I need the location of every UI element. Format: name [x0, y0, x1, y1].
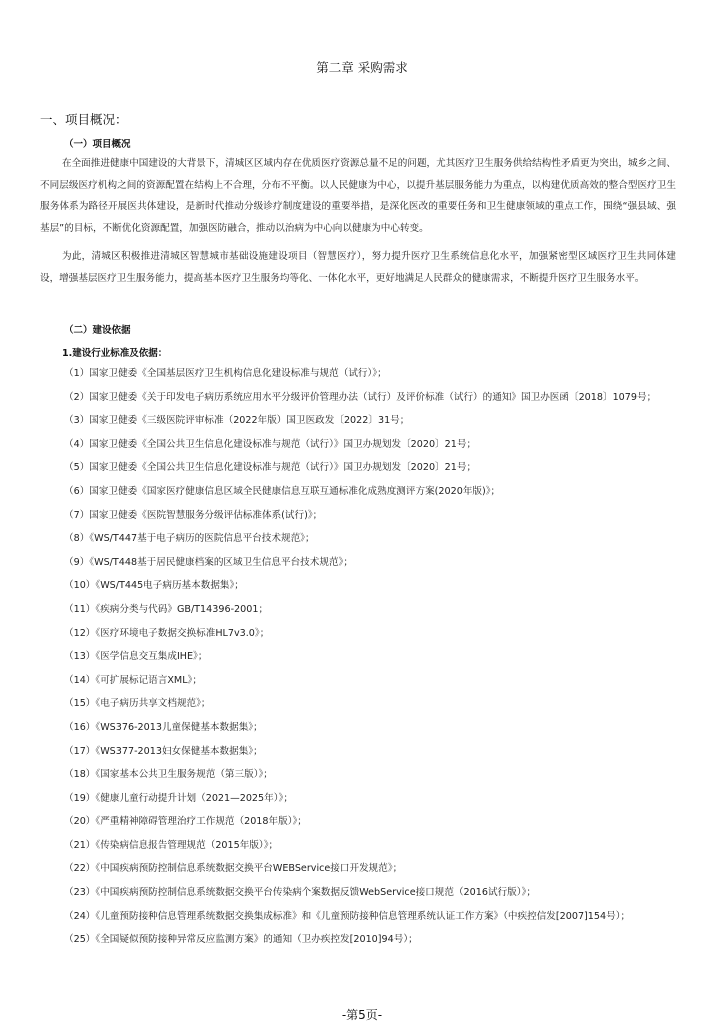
list-item: （9）《WS/T448基于居民健康档案的区域卫生信息平台技术规范》；	[64, 556, 353, 568]
list-item: （1）国家卫健委《全国基层医疗卫生机构信息化建设标准与规范（试行）》；	[64, 368, 387, 379]
list-item: （3）国家卫健委《三级医院评审标准（2022年版）国卫医政发〔2022〕31号；	[64, 415, 410, 427]
standards-heading: 1.建设行业标准及依据：	[62, 348, 168, 359]
list-item: （25）《全国疑似预防接种异常反应监测方案》的通知（卫办疾控发[2010]94号）；	[64, 934, 418, 946]
subsection-heading-overview: （一）项目概况	[64, 139, 131, 150]
list-item: （17）《WS377-2013妇女保健基本数据集》；	[64, 745, 263, 757]
list-item: （8）《WS/T447基于电子病历的医院信息平台技术规范》；	[64, 533, 315, 545]
page-number: -第5页-	[341, 1008, 383, 1022]
list-item: （19）《健康儿童行动提升计划（2021—2025年）》；	[64, 792, 293, 804]
standards-list	[40, 362, 680, 952]
list-item: （21）《传染病信息报告管理规范（2015年版）》；	[64, 839, 279, 851]
list-item: （18）《国家基本公共卫生服务规范（第三版）》；	[64, 769, 273, 781]
list-item: （14）《可扩展标记语言XML》；	[64, 674, 202, 686]
section-heading: 一、项目概况：	[40, 112, 128, 127]
list-item: （15）《电子病历共享文档规范》；	[64, 698, 211, 710]
list-item: （24）《儿童预防接种信息管理系统数据交换集成标准》和《儿童预防接种信息管理系统认证工作方案》（中疾控信发[2007]154号）；	[64, 910, 631, 922]
list-item: （12）《医疗环境电子数据交换标准HL7v3.0》；	[64, 627, 270, 639]
overview-paragraph-2: 为此，清城区积极推进清城区智慧城市基础设施建设项目（智慧医疗），努力提升医疗卫生系统信息化水平，加强紧密型区域医疗卫生共同体建设，增强基层医疗卫生服务能力，提高基本医疗卫生服务均等化、一体化水平，更好地满足人民群众的健康需求，不断提升医疗卫生服务水平。	[40, 251, 676, 284]
list-item: （10）《WS/T445电子病历基本数据集》；	[64, 580, 244, 592]
chapter-title: 第二章 采购需求	[316, 60, 408, 75]
list-item: （13）《医学信息交互集成IHE》；	[64, 651, 208, 663]
list-item: （23）《中国疾病预防控制信息系统数据交换平台传染病个案数据反馈WebService接口规范（2016试行版）》；	[64, 887, 536, 899]
overview-paragraph-1: 在全面推进健康中国建设的大背景下，清城区区域内存在优质医疗资源总量不足的问题，尤其医疗卫生服务供给结构性矛盾更为突出，城乡之间、不同层级医疗机构之间的资源配置在结构上不合理，分布不平衡。以人民健康为中心，以提升基层服务能力为重点，以构建优质高效的整合型医疗卫生服务体系为路径开展医共体建设，是新时代推动分级诊疗制度建设的重要举措，是深化医改的重要任务和卫生健康领域的重点工作，围绕“强县域、强基层”的目标，不断优化资源配置，加强医防融合，推动以治病为中心向以健康为中心转变。	[40, 158, 676, 234]
list-item: （22）《中国疾病预防控制信息系统数据交换平台WEBService接口开发规范》；	[64, 863, 403, 875]
list-item: （6）国家卫健委《国家医疗健康信息区域全民健康信息互联互通标准化成熟度测评方案(2020年版)》；	[64, 485, 501, 497]
list-item: （16）《WS376-2013儿童保健基本数据集》；	[64, 721, 263, 733]
list-item: （20）《严重精神障碍管理治疗工作规范（2018年版）》；	[64, 816, 307, 828]
list-item: （5）国家卫健委《全国公共卫生信息化建设标准与规范（试行）》国卫办规划发〔2020〕21号；	[64, 462, 477, 474]
subsection-heading-basis: （二）建设依据	[64, 325, 131, 336]
list-item: （7）国家卫健委《医院智慧服务分级评估标准体系(试行)》；	[64, 509, 323, 521]
list-item: （4）国家卫健委《全国公共卫生信息化建设标准与规范（试行）》国卫办规划发〔2020〕21号；	[64, 438, 477, 450]
list-item: （11）《疾病分类与代码》GB/T14396-2001；	[64, 603, 269, 615]
list-item: （2）国家卫健委《关于印发电子病历系统应用水平分级评价管理办法（试行）及评价标准（试行）的通知》国卫办医函〔2018〕1079号；	[64, 391, 657, 403]
